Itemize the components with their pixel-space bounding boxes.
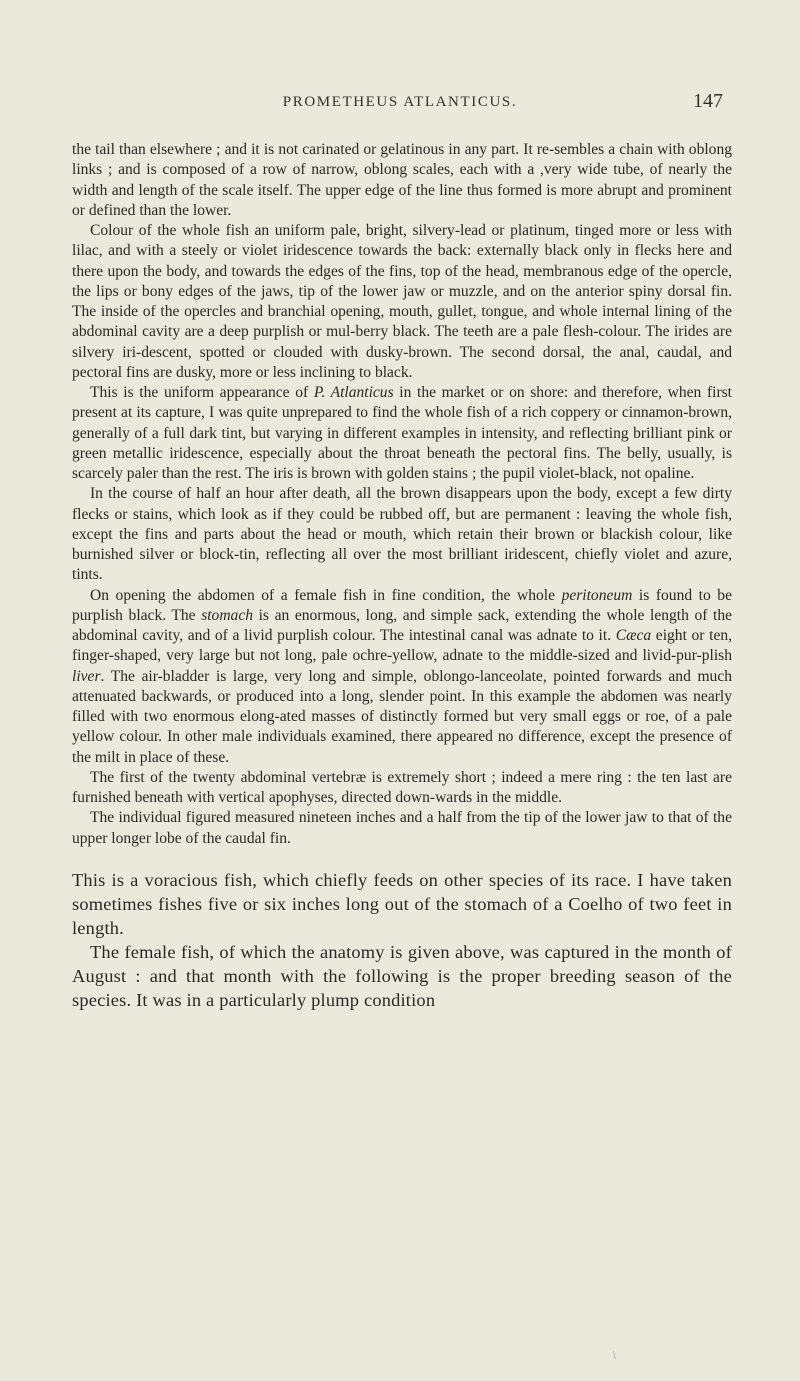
body-paragraph — [72, 221, 732, 383]
body-paragraph — [72, 484, 732, 585]
description-text — [72, 140, 732, 849]
text-run: the tail than elsewhere ; and it is not carinated or gelatinous in any part. It re-sembles a chain with oblong links ; and is composed of a row of narrow, oblong scales, each with a ,very wide tube, of nearly the width and length of the scale itself. The upper edge of the line thus formed is more abrupt and prominent or defined than the lower. — [72, 141, 732, 219]
body-paragraph — [72, 808, 732, 849]
text-run: eight or ten, finger-shaped, very large but not long, pale ochre-yellow, adnate to the middle-sized and livid-pur-plish — [72, 627, 733, 665]
paper-speck: / — [609, 1348, 620, 1362]
page-body — [72, 140, 732, 1012]
italic-term: P. Atlanticus — [313, 384, 394, 401]
text-run: is an enormous, long, and simple sack, extending the whole length of the abdominal cavity, and of a livid purplish colour. The intestinal canal was adnate to it. — [72, 606, 732, 644]
page-number: 147 — [693, 90, 723, 112]
body-paragraph — [72, 768, 732, 809]
text-run: The individual figured measured nineteen inches and a half from the tip of the lower jaw to that of the upper longer lobe of the caudal fin. — [72, 809, 732, 847]
italic-term: Cæca — [615, 627, 652, 644]
page-header — [0, 90, 800, 124]
body-paragraph — [72, 586, 732, 768]
body-paragraph — [72, 383, 732, 484]
narrative-text — [72, 868, 732, 1012]
body-paragraph — [72, 140, 732, 221]
italic-term: peritoneum — [561, 586, 633, 604]
running-title: PROMETHEUS ATLANTICUS. — [282, 94, 518, 110]
narrative-paragraph: This is a voracious fish, which chiefly feeds on other species of its race. I have taken sometimes fishes five or six inches long out of the stomach of a Coelho of two feet in length. — [72, 869, 732, 938]
text-run: In the course of half an hour after death, all the brown disappears upon the body, except a few dirty flecks or stains, which look as if they could be rubbed off, but are permanent : leaving the whole fish, except the fins and parts about the head or mouth, which retain their brown or blackish colour, like burnished silver or block-tin, reflecting all over the most brilliant iridescent, chiefly violet and azure, tints. — [72, 485, 732, 584]
text-run: On opening the abdomen of a female fish in fine condition, the whole — [90, 586, 562, 604]
text-run: Colour of the whole fish an uniform pale, bright, silvery-lead or platinum, tinged more or less with lilac, and with a steely or violet iridescence towards the back: externally black only in flecks here and there upon the body, and towards the edges of the fins, top of the head, membranous edge of the opercle, the lips or bony edges of the jaws, tip of the lower jaw or muzzle, and on the anterior spiny dorsal fin. The inside of the opercles and branchial opening, mouth, gullet, tongue, and whole internal lining of the abdominal cavity are a deep purplish or mul-berry black. The teeth are a pale flesh-colour. The irides are silvery iri-descent, spotted or clouded with dusky-brown. The second dorsal, the anal, caudal, and pectoral fins are dusky, more or less inclining to black. — [72, 222, 732, 381]
text-run: This is the uniform appearance of — [90, 384, 314, 401]
text-run: in the market or on shore: and therefore, when first present at its capture, I was quite unprepared to find the whole fish of a rich coppery or cinnamon-brown, generally of a full dark tint, but varying in different examples in intensity, and reflecting brilliant pink or green metallic iridescence, especially about the throat beneath the pectoral fins. The belly, usually, is scarcely paler than the rest. The iris is brown with golden stains ; the pupil violet-black, not opaline. — [72, 384, 732, 482]
italic-term: liver — [72, 667, 101, 685]
text-run: . The air-bladder is large, very long and simple, oblongo-lanceolate, pointed forwards and much attenuated backwards, or produced into a long, slender point. In this example the abdomen was nearly filled with two enormous elong-ated masses of distinctly formed but very small eggs or roe, of a pale yellow colour. In other male individuals examined, there appeared no difference, except the presence of the milt in place of these. — [72, 667, 732, 766]
text-run: The first of the twenty abdominal vertebræ is extremely short ; indeed a mere ring : the ten last are furnished beneath with vertical apophyses, directed down-wards in the middle. — [72, 768, 732, 806]
text-run: is found to be purplish black. The — [72, 586, 732, 624]
narrative-paragraph: The female fish, of which the anatomy is given above, was captured in the month of August : and that month with the following is the proper breeding season of the species. It was in a particularly plump condition — [72, 941, 732, 1010]
italic-term: stomach — [201, 606, 254, 624]
